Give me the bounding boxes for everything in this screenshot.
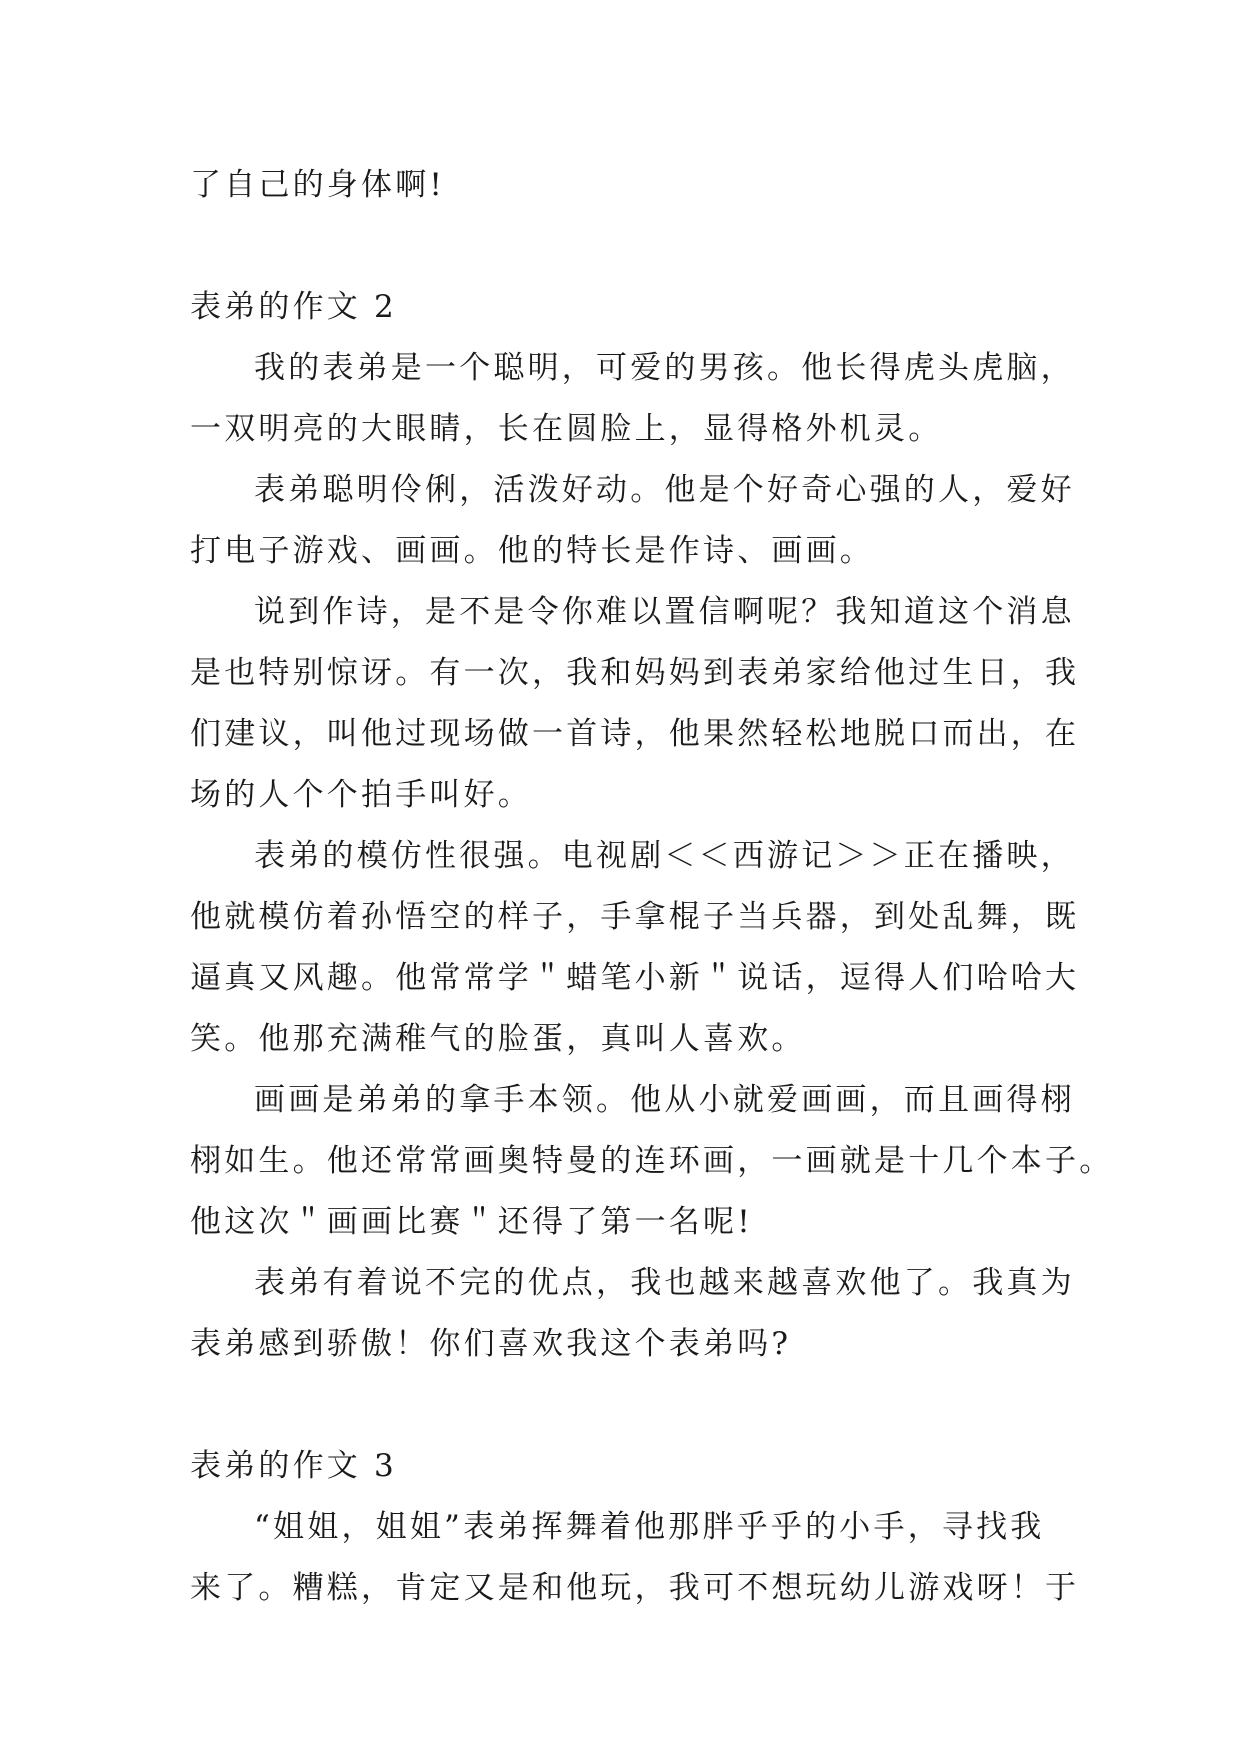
text-line: 表弟的模仿性很强。电视剧＜＜西游记＞＞正在播映， (254, 838, 1075, 874)
text-line: 表弟聪明伶俐，活泼好动。他是个好奇心强的人，爱好 (254, 472, 1075, 508)
text-line: 表弟有着说不完的优点，我也越来越喜欢他了。我真为 (254, 1265, 1075, 1301)
text-line: “姐姐，姐姐”表弟挥舞着他那胖乎乎的小手，寻找我 (254, 1509, 1045, 1545)
text-line: 栩如生。他还常常画奥特曼的连环画，一画就是十几个本子。 (190, 1143, 1114, 1179)
text-line: 一双明亮的大眼睛，长在圆脸上，显得格外机灵。 (190, 411, 943, 447)
text-line: 我的表弟是一个聪明，可爱的男孩。他长得虎头虎脑， (254, 350, 1075, 386)
section-gap (190, 216, 1050, 277)
text-line: 逼真又风趣。他常常学＂蜡笔小新＂说话，逗得人们哈哈大 (190, 960, 1080, 996)
paragraph-tail: 了自己的身体啊! (190, 167, 446, 203)
section-gap (190, 1375, 1050, 1436)
text-line: 场的人个个拍手叫好。 (190, 777, 532, 813)
text-line: 来了。糟糕，肯定又是和他玩，我可不想玩幼儿游戏呀！于 (190, 1570, 1080, 1606)
text-line: 表弟感到骄傲！你们喜欢我这个表弟吗? (190, 1326, 792, 1362)
text-line: 他这次＂画画比赛＂还得了第一名呢! (190, 1204, 753, 1240)
document-page (190, 155, 1114, 1619)
text-line: 画画是弟弟的拿手本领。他从小就爱画画，而且画得栩 (254, 1082, 1075, 1118)
text-line: 打电子游戏、画画。他的特长是作诗、画画。 (190, 533, 874, 569)
text-line: 是也特别惊讶。有一次，我和妈妈到表弟家给他过生日，我 (190, 655, 1080, 691)
text-line: 们建议，叫他过现场做一首诗，他果然轻松地脱口而出，在 (190, 716, 1080, 752)
section-3-body (190, 1497, 1080, 1619)
text-line: 说到作诗，是不是令你难以置信啊呢？我知道这个消息 (254, 594, 1075, 630)
text-line: 他就模仿着孙悟空的样子，手拿棍子当兵器，到处乱舞，既 (190, 899, 1080, 935)
section-2-title: 表弟的作文 2 (190, 289, 397, 325)
text-line: 笑。他那充满稚气的脸蛋，真叫人喜欢。 (190, 1021, 806, 1057)
section-3-title: 表弟的作文 3 (190, 1448, 397, 1484)
section-2-body (190, 338, 1114, 1375)
